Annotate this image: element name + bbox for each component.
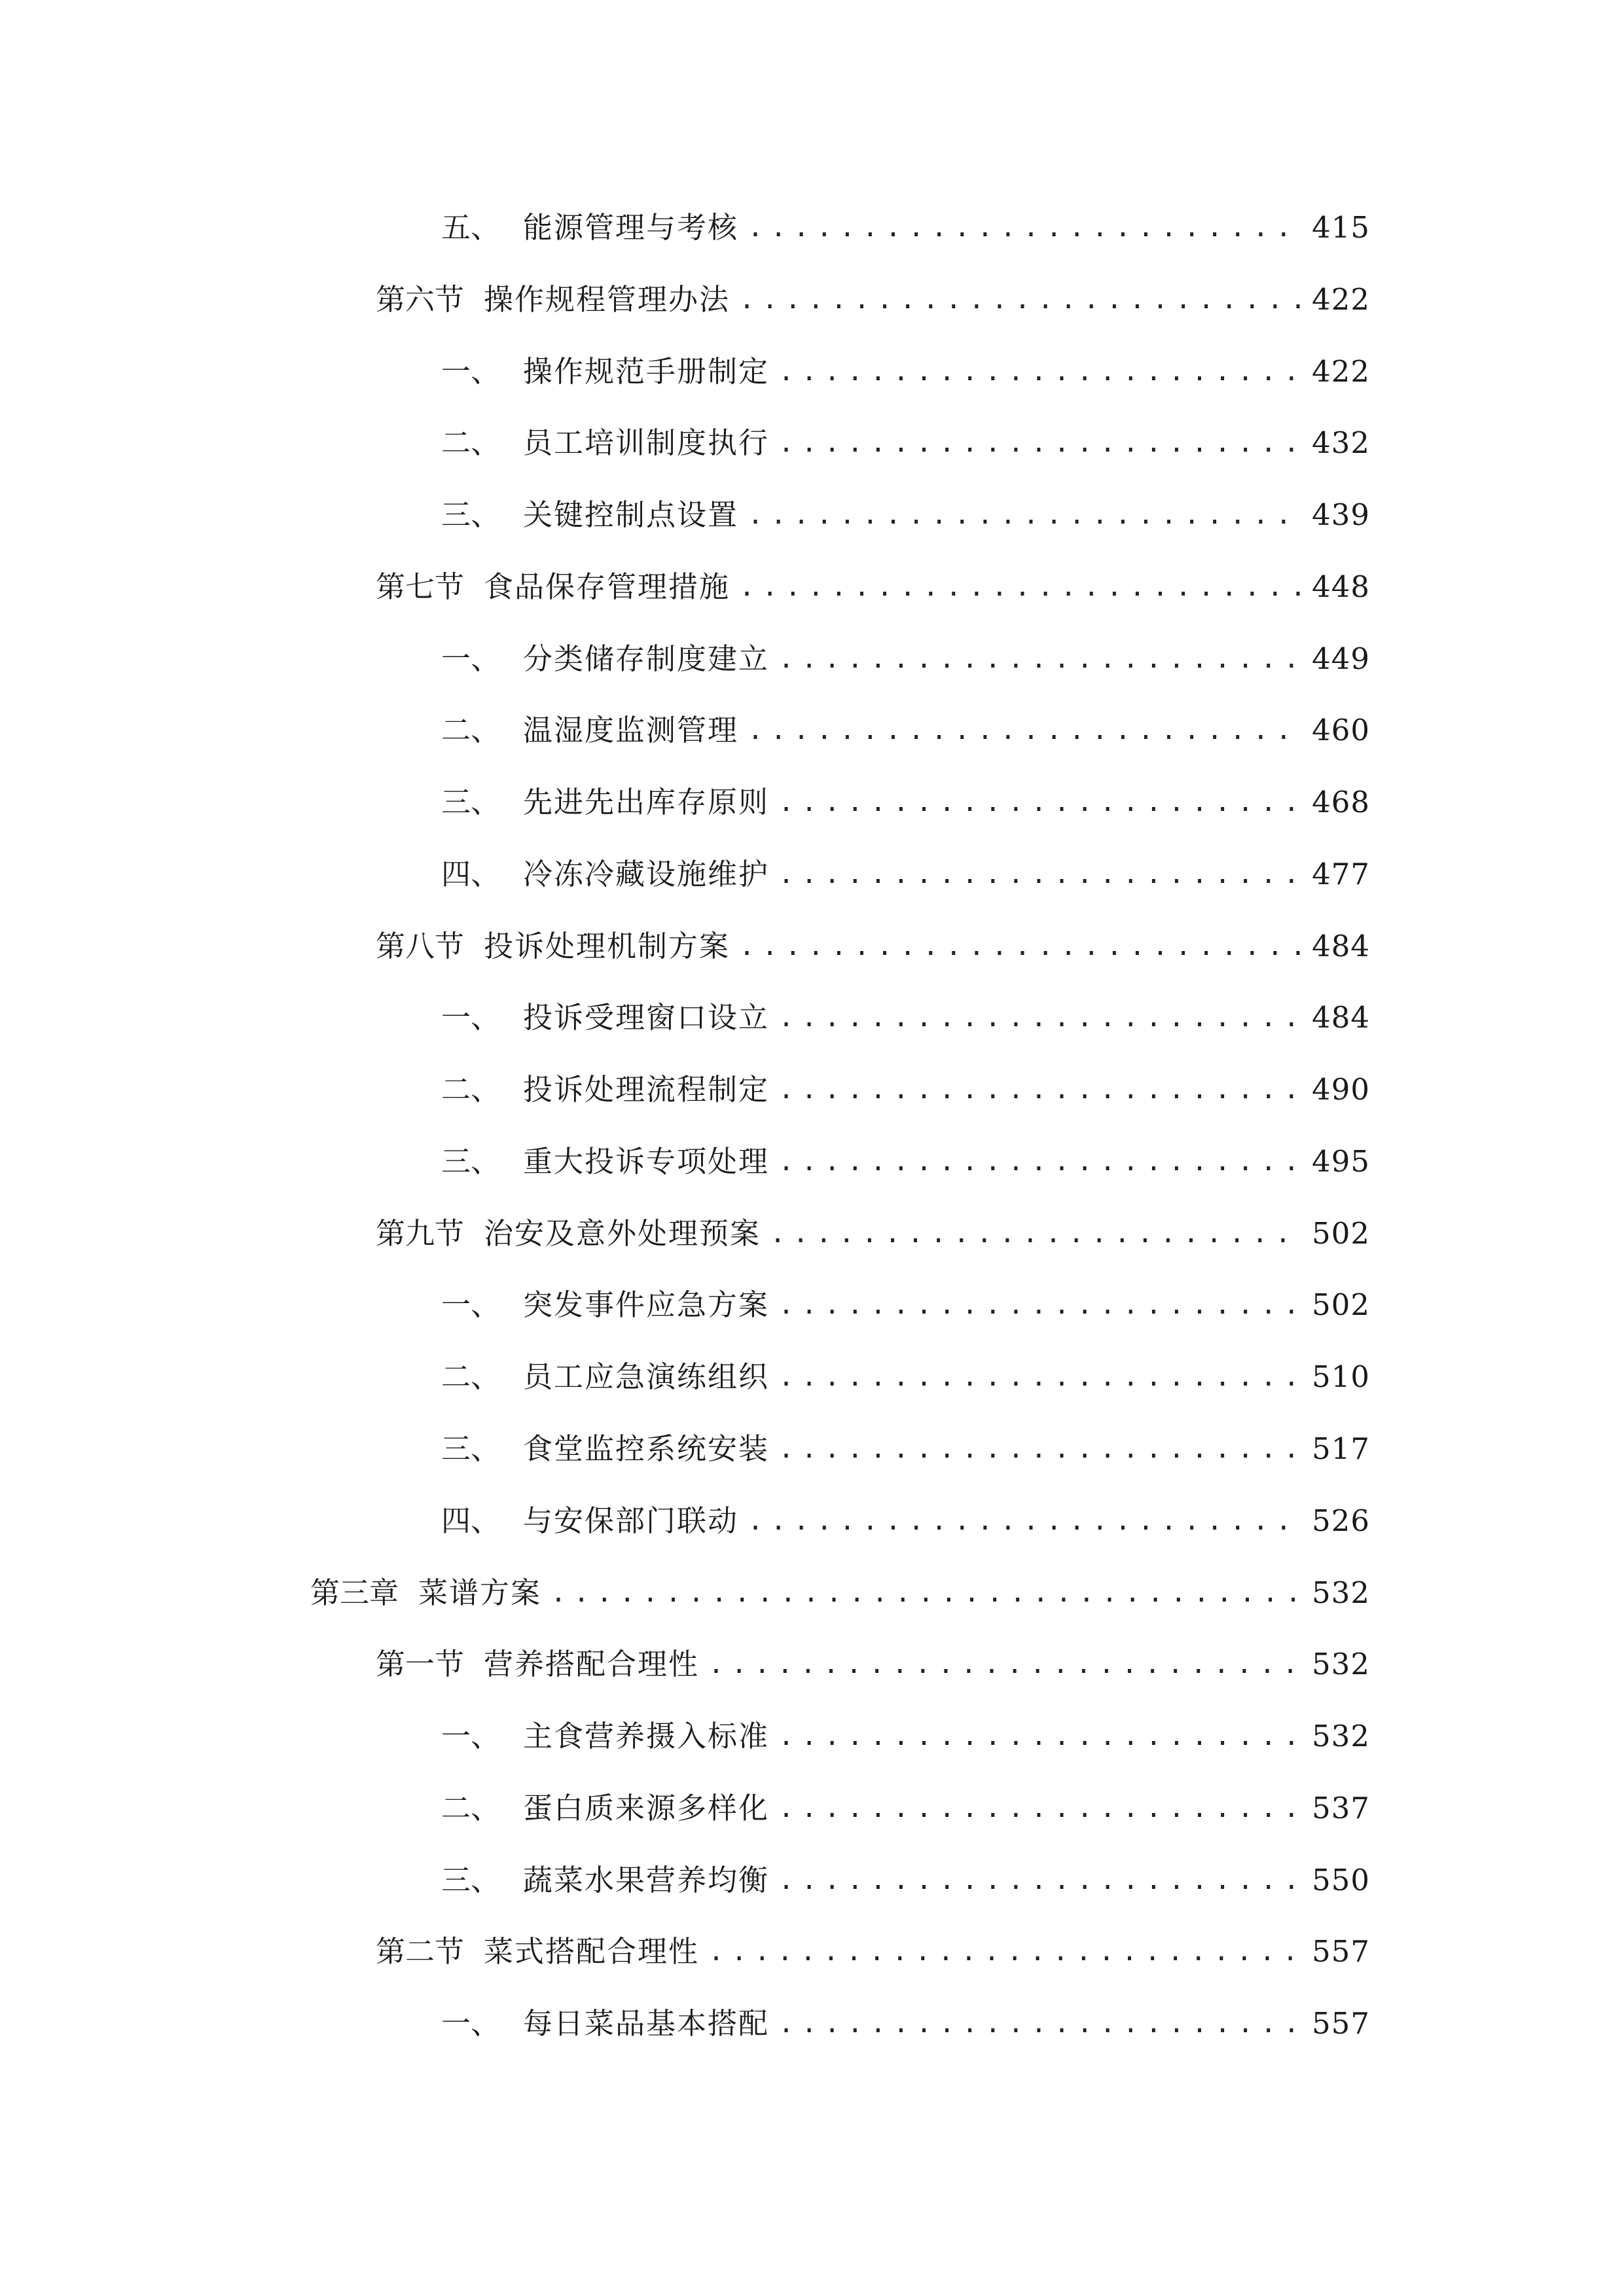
toc-entry-title: 蔬菜水果营养均衡 (523, 1863, 770, 1897)
dot-leader (550, 1567, 1300, 1619)
toc-entry-title: 投诉受理窗口设立 (523, 1000, 770, 1035)
toc-entry-number: 第八节 (376, 929, 465, 963)
toc-entry-page: 557 (1312, 1934, 1370, 1969)
dot-leader (778, 417, 1300, 469)
toc-entry-title: 与安保部门联动 (523, 1503, 739, 1538)
toc-entry-title: 治安及意外处理预案 (484, 1216, 761, 1251)
toc-entry[interactable] (376, 561, 1370, 613)
dot-leader (778, 848, 1300, 901)
toc-entry-page: 432 (1312, 425, 1370, 460)
toc-entry-page: 422 (1312, 282, 1370, 317)
toc-entry-number: 四、 (441, 857, 501, 891)
toc-entry-number: 一、 (441, 641, 501, 676)
toc-entry[interactable] (441, 633, 1370, 685)
toc-entry-number: 五、 (441, 210, 501, 245)
toc-entry-page: 517 (1312, 1431, 1370, 1466)
toc-entry-title: 冷冻冷藏设施维护 (523, 857, 770, 891)
dot-leader (748, 704, 1300, 757)
toc-entry[interactable] (441, 1423, 1370, 1475)
toc-entry-title: 操作规程管理办法 (484, 282, 731, 317)
dot-leader (739, 920, 1300, 973)
dot-leader (778, 1136, 1300, 1188)
toc-entry-number: 第一节 (376, 1647, 465, 1681)
dot-leader (739, 274, 1300, 326)
toc-entry[interactable] (376, 1638, 1370, 1691)
toc-entry-page: 422 (1312, 354, 1370, 389)
toc-entry[interactable] (441, 1136, 1370, 1188)
toc-entry-page: 477 (1312, 857, 1370, 891)
dot-leader (778, 1423, 1300, 1475)
toc-entry[interactable] (376, 1926, 1370, 1978)
toc-entry[interactable] (441, 202, 1370, 254)
dot-leader (778, 1998, 1300, 2050)
toc-entry-page: 484 (1312, 929, 1370, 963)
toc-entry-title: 每日菜品基本搭配 (523, 2006, 770, 2041)
toc-entry-title: 关键控制点设置 (523, 497, 739, 532)
toc-entry-number: 一、 (441, 1719, 501, 1753)
dot-leader (778, 633, 1300, 685)
toc-entry-number: 第三章 (310, 1575, 399, 1610)
toc-entry-title: 食品保存管理措施 (484, 569, 731, 604)
toc-entry-page: 460 (1312, 713, 1370, 747)
toc-entry-page: 468 (1312, 785, 1370, 819)
toc-entry-title: 温湿度监测管理 (523, 713, 739, 747)
toc-entry-number: 三、 (441, 1431, 501, 1466)
toc-entry-title: 营养搭配合理性 (484, 1647, 700, 1681)
toc-entry[interactable] (441, 489, 1370, 541)
dot-leader (748, 489, 1300, 541)
toc-entry-title: 能源管理与考核 (523, 210, 739, 245)
toc-entry-number: 三、 (441, 785, 501, 819)
toc-entry-number: 一、 (441, 354, 501, 389)
toc-entry[interactable] (376, 1208, 1370, 1260)
toc-entry-number: 第六节 (376, 282, 465, 317)
toc-entry-page: 439 (1312, 497, 1370, 532)
toc-entry[interactable] (441, 346, 1370, 398)
toc-entry[interactable] (441, 1710, 1370, 1763)
toc-entry-number: 二、 (441, 713, 501, 747)
dot-leader (778, 1710, 1300, 1763)
toc-entry-title: 食堂监控系统安装 (523, 1431, 770, 1466)
toc-entry[interactable] (376, 920, 1370, 973)
toc-entry-title: 投诉处理机制方案 (484, 929, 731, 963)
toc-entry-title: 员工培训制度执行 (523, 425, 770, 460)
toc-entry-number: 二、 (441, 1359, 501, 1394)
toc-entry-number: 二、 (441, 425, 501, 460)
toc-entry-number: 二、 (441, 1072, 501, 1107)
toc-entry-title: 主食营养摄入标准 (523, 1719, 770, 1753)
toc-entry[interactable] (441, 1351, 1370, 1403)
toc-entry-number: 三、 (441, 1863, 501, 1897)
dot-leader (748, 1495, 1300, 1547)
toc-entry-page: 557 (1312, 2006, 1370, 2041)
dot-leader (778, 1064, 1300, 1116)
toc-entry-page: 448 (1312, 569, 1370, 604)
toc-entry-page: 484 (1312, 1000, 1370, 1035)
toc-entry-page: 532 (1312, 1719, 1370, 1753)
toc-entry[interactable] (441, 1064, 1370, 1116)
toc-entry-page: 532 (1312, 1575, 1370, 1610)
toc-entry[interactable] (441, 848, 1370, 901)
dot-leader (778, 1782, 1300, 1835)
toc-entry-title: 分类储存制度建立 (523, 641, 770, 676)
dot-leader (778, 1279, 1300, 1331)
dot-leader (778, 346, 1300, 398)
toc-entry-number: 二、 (441, 1791, 501, 1825)
toc-entry-number: 三、 (441, 1144, 501, 1179)
toc-entry-number: 一、 (441, 1000, 501, 1035)
toc-entry-title: 突发事件应急方案 (523, 1287, 770, 1322)
dot-leader (778, 1351, 1300, 1403)
toc-entry[interactable] (441, 1279, 1370, 1331)
toc-entry-title: 先进先出库存原则 (523, 785, 770, 819)
dot-leader (770, 1208, 1300, 1260)
toc-entry-title: 菜式搭配合理性 (484, 1934, 700, 1969)
toc-entry[interactable] (376, 274, 1370, 326)
toc-entry-page: 526 (1312, 1503, 1370, 1538)
toc-entry-number: 第九节 (376, 1216, 465, 1251)
toc-entry[interactable] (310, 1567, 1370, 1619)
toc-entry-number: 三、 (441, 497, 501, 532)
toc-entry[interactable] (441, 1998, 1370, 2050)
toc-entry-title: 投诉处理流程制定 (523, 1072, 770, 1107)
toc-entry-page: 537 (1312, 1791, 1370, 1825)
toc-entry-page: 449 (1312, 641, 1370, 676)
toc-entry[interactable] (441, 1495, 1370, 1547)
dot-leader (708, 1638, 1300, 1691)
toc-entry-title: 重大投诉专项处理 (523, 1144, 770, 1179)
toc-entry-title: 操作规范手册制定 (523, 354, 770, 389)
dot-leader (708, 1926, 1300, 1978)
toc-entry-number: 四、 (441, 1503, 501, 1538)
dot-leader (748, 202, 1300, 254)
toc-entry-title: 菜谱方案 (418, 1575, 542, 1610)
toc-entry-page: 510 (1312, 1359, 1370, 1394)
toc-entry-page: 502 (1312, 1216, 1370, 1251)
dot-leader (778, 992, 1300, 1044)
toc-entry[interactable] (441, 776, 1370, 829)
toc-entry[interactable] (441, 417, 1370, 469)
toc-entry[interactable] (441, 704, 1370, 757)
toc-entry[interactable] (441, 1854, 1370, 1907)
toc-entry-number: 一、 (441, 1287, 501, 1322)
dot-leader (778, 776, 1300, 829)
toc-entry-number: 第七节 (376, 569, 465, 604)
toc-entry-page: 490 (1312, 1072, 1370, 1107)
toc-entry-number: 一、 (441, 2006, 501, 2041)
toc-entry-number: 第二节 (376, 1934, 465, 1969)
toc-entry-title: 蛋白质来源多样化 (523, 1791, 770, 1825)
dot-leader (739, 561, 1300, 613)
toc-entry-page: 532 (1312, 1647, 1370, 1681)
toc-entry-title: 员工应急演练组织 (523, 1359, 770, 1394)
dot-leader (778, 1854, 1300, 1907)
toc-entry-page: 495 (1312, 1144, 1370, 1179)
toc-entry-page: 550 (1312, 1863, 1370, 1897)
toc-entry-page: 415 (1312, 210, 1370, 245)
toc-entry[interactable] (441, 1782, 1370, 1835)
toc-entry-page: 502 (1312, 1287, 1370, 1322)
toc-entry[interactable] (441, 992, 1370, 1044)
